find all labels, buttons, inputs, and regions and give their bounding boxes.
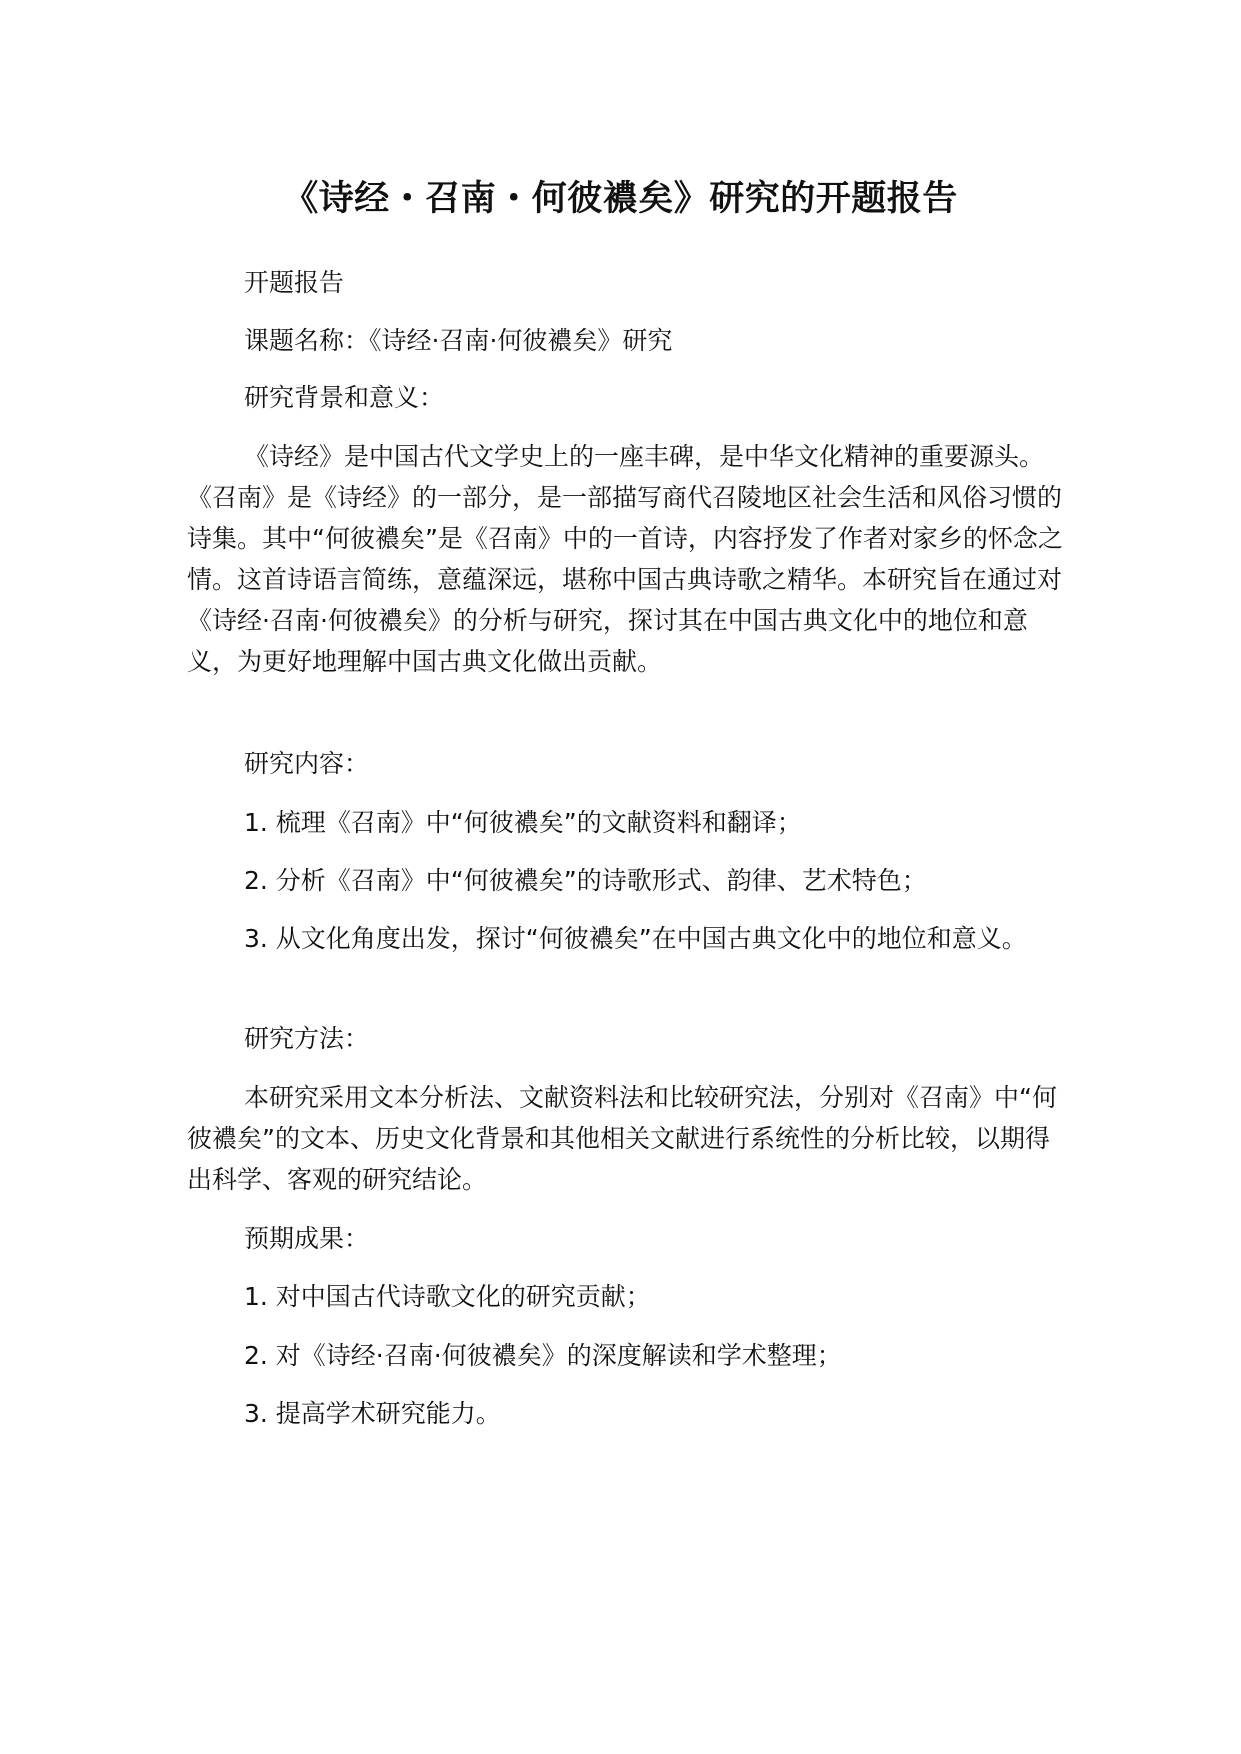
paragraph-heading-results: 预期成果： [244,1224,370,1253]
paragraph-heading-background: 研究背景和意义： [244,383,445,412]
paragraph-topic-name: 课题名称：《诗经·召南·何彼襛矣》研究 [244,326,673,355]
paragraph-background-body: 《诗经》是中国古代文学史上的一座丰碑，是中华文化精神的重要源头。《召南》是《诗经》的一部分，是一部描写商代召陵地区社会生活和风俗习惯的诗集。其中“何彼襛矣”是《召南》中的一首诗，内容抒发了作者对家乡的怀念之情。这首诗语言简练，意蕴深远，堪称中国古典诗歌之精华。本研究旨在通过对《诗经·召南·何彼襛矣》的分析与研究，探讨其在中国古典文化中的地位和意义，为更好地理解中国古典文化做出贡献。 [187,442,1063,676]
paragraph-results-item-3: 3. 提高学术研究能力。 [244,1399,501,1428]
paragraph-content-item-2: 2. 分析《召南》中“何彼襛矣”的诗歌形式、韵律、艺术特色； [244,866,927,895]
paragraph-method-body: 本研究采用文本分析法、文献资料法和比较研究法，分别对《召南》中“何彼襛矣”的文本、历史文化背景和其他相关文献进行系统性的分析比较，以期得出科学、客观的研究结论。 [187,1083,1057,1194]
paragraph-heading-method: 研究方法： [244,1024,370,1053]
paragraph-content-item-3: 3. 从文化角度出发，探讨“何彼襛矣”在中国古典文化中的地位和意义。 [244,924,1027,953]
paragraph-results-item-1: 1. 对中国古代诗歌文化的研究贡献； [244,1282,651,1311]
document-title: 《诗经・召南・何彼襛矣》研究的开题报告 [283,179,958,219]
paragraph-results-item-2: 2. 对《诗经·召南·何彼襛矣》的深度解读和学术整理； [244,1341,842,1370]
paragraph-content-item-1: 1. 梳理《召南》中“何彼襛矣”的文献资料和翻译； [244,808,802,837]
paragraph-heading-content: 研究内容： [244,749,370,778]
paragraph-heading-report: 开题报告 [244,268,345,297]
